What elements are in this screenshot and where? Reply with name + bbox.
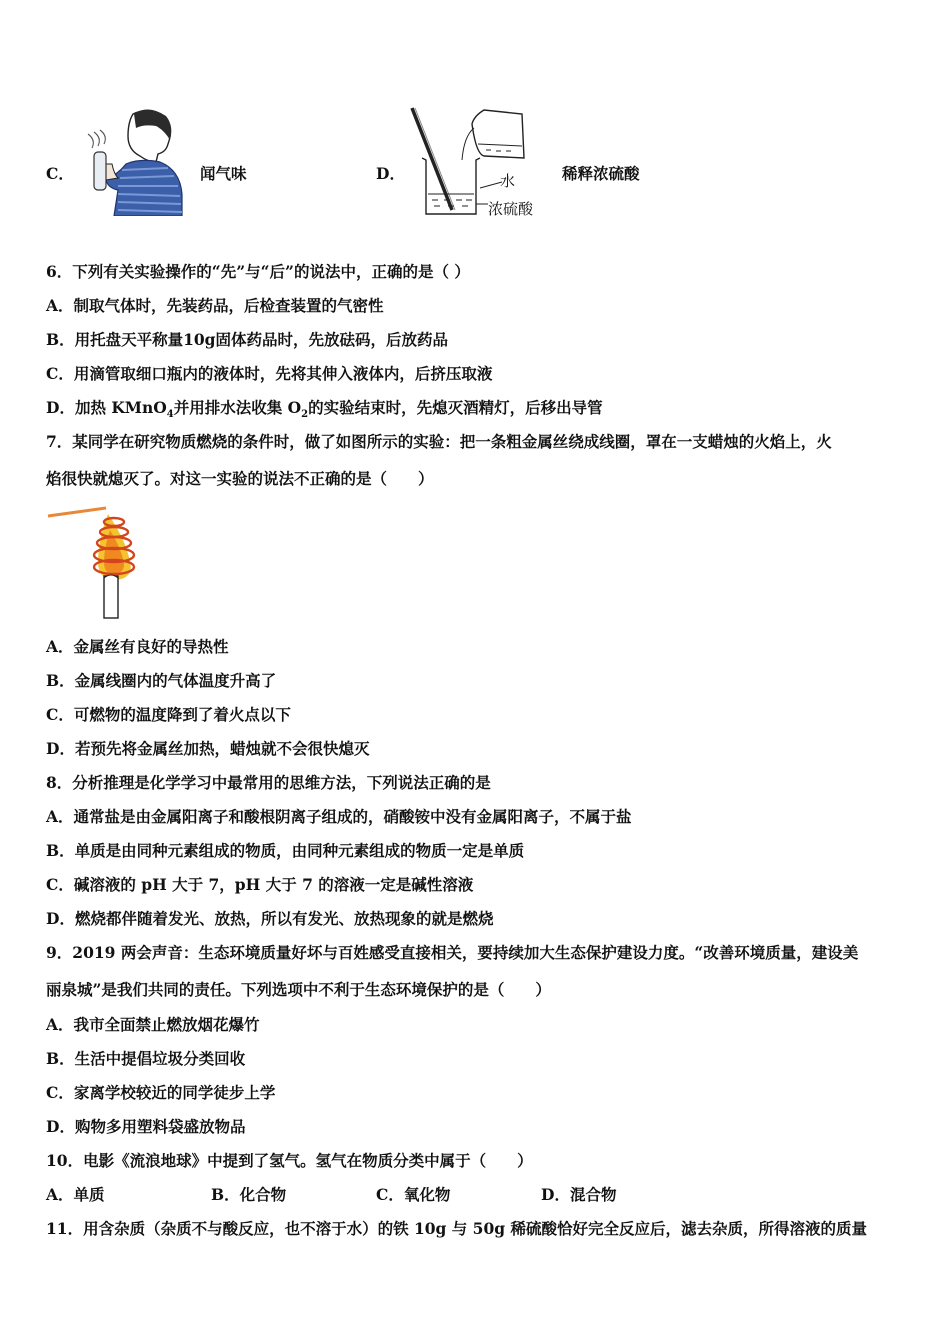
q10-option-d: D．混合物 [541,1185,617,1204]
q6-d-sub2: 2 [301,409,309,421]
figure-label-water: 水 [500,172,516,190]
q7-option-a: A．金属丝有良好的导热性 [46,637,229,656]
q10-option-b: B．化合物 [211,1185,287,1204]
q7-stem-line2: 焰很快就熄灭了。对这一实验的说法不正确的是（ ） [46,469,434,488]
q6-stem: 6．下列有关实验操作的“先”与“后”的说法中，正确的是（ ） [46,262,470,281]
q7-option-b: B．金属线圈内的气体温度升高了 [46,671,277,690]
q7-stem-line1: 7．某同学在研究物质燃烧的条件时，做了如图所示的实验：把一条粗金属丝绕成线圈，罩在一支蜡烛的火焰上，火 [46,432,832,451]
q8-option-b: B．单质是由同种元素组成的物质，由同种元素组成的物质一定是单质 [46,841,525,860]
q10-option-a: A．单质 [46,1185,105,1204]
dilute-acid-figure [404,104,550,220]
q6-option-c: C．用滴管取细口瓶内的液体时，先将其伸入液体内，后挤压取液 [46,364,493,383]
smelling-figure [78,104,188,216]
option-c-label: C． [46,164,74,183]
figure-label-acid: 浓硫酸 [488,200,534,218]
q10-stem: 10．电影《流浪地球》中提到了氢气。氢气在物质分类中属于（ ） [46,1151,533,1170]
q10-option-c: C．氧化物 [376,1185,451,1204]
q6-d-pre: D．加热 KMnO [46,398,167,417]
q6-d-mid: 并用排水法收集 O [173,398,302,417]
option-c-caption: 闻气味 [200,164,247,183]
q9-stem-line1: 9．2019 两会声音：生态环境质量好坏与百姓感受直接相关，要持续加大生态保护建设力度。“改善环境质量，建设美 [46,943,859,962]
q9-option-d: D．购物多用塑料袋盛放物品 [46,1117,246,1136]
q7-option-c: C．可燃物的温度降到了着火点以下 [46,705,291,724]
candle-coil-figure [46,500,146,622]
q9-option-a: A．我市全面禁止燃放烟花爆竹 [46,1015,260,1034]
q9-stem-line2: 丽泉城”是我们共同的责任。下列选项中不利于生态环境保护的是（ ） [46,980,551,999]
q9-option-c: C．家离学校较近的同学徒步上学 [46,1083,276,1102]
q6-d-post: 的实验结束时，先熄灭酒精灯，后移出导管 [308,398,603,417]
q8-stem: 8．分析推理是化学学习中最常用的思维方法，下列说法正确的是 [46,773,491,792]
q6-option-b: B．用托盘天平称量10g固体药品时，先放砝码，后放药品 [46,330,449,349]
q6-d-sub1: 4 [166,409,174,421]
q8-option-a: A．通常盐是由金属阳离子和酸根阴离子组成的，硝酸铵中没有金属阳离子，不属于盐 [46,807,632,826]
q6-option-d [46,398,603,425]
option-d-caption: 稀释浓硫酸 [562,164,640,183]
q9-option-b: B．生活中提倡垃圾分类回收 [46,1049,246,1068]
q8-option-c: C．碱溶液的 pH 大于 7，pH 大于 7 的溶液一定是碱性溶液 [46,875,474,894]
q6-option-a: A．制取气体时，先装药品，后检查装置的气密性 [46,296,384,315]
q7-option-d: D．若预先将金属丝加热，蜡烛就不会很快熄灭 [46,739,370,758]
q8-option-d: D．燃烧都伴随着发光、放热，所以有发光、放热现象的就是燃烧 [46,909,494,928]
q11-stem: 11．用含杂质（杂质不与酸反应，也不溶于水）的铁 10g 与 50g 稀硫酸恰好完全反应后，滤去杂质，所得溶液的质量 [46,1219,867,1238]
option-d-label: D． [376,164,405,183]
